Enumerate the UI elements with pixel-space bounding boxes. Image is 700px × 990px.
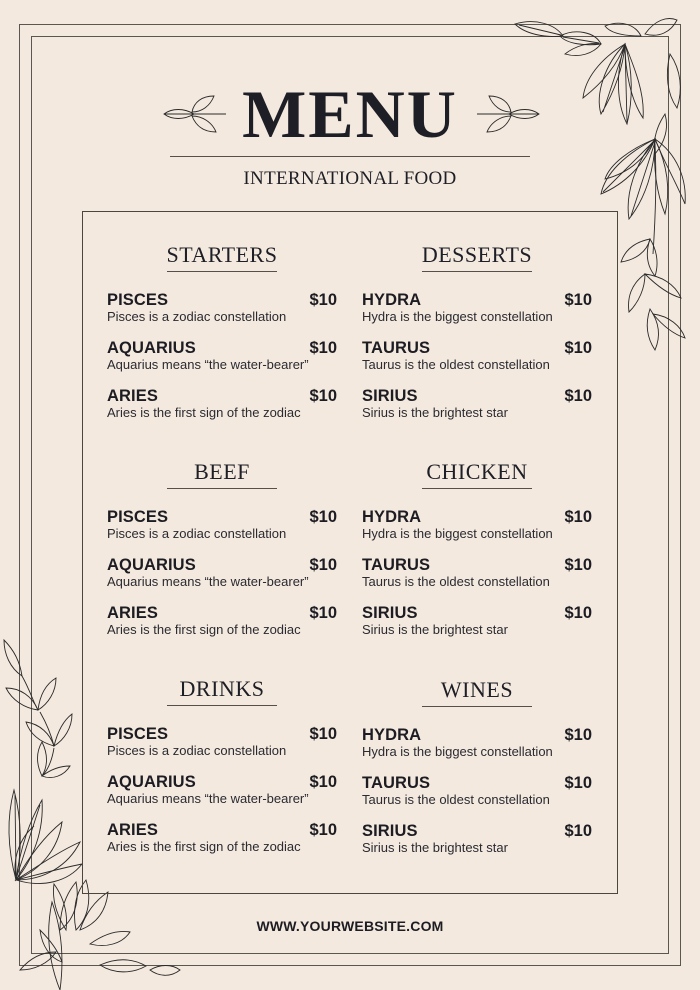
- item-description: Hydra is the biggest constellation: [362, 744, 553, 759]
- item-name: SIRIUS: [362, 604, 418, 622]
- section-divider: [422, 271, 532, 272]
- item-price: $10: [564, 556, 592, 574]
- menu-item: [362, 556, 592, 588]
- section-divider: [167, 705, 277, 706]
- item-description: Pisces is a zodiac constellation: [107, 526, 287, 541]
- menu-item: [107, 821, 337, 853]
- item-name: PISCES: [107, 291, 169, 309]
- item-name: PISCES: [107, 508, 169, 526]
- section-title: WINES: [440, 677, 514, 702]
- item-name: ARIES: [107, 604, 158, 622]
- item-name: TAURUS: [362, 556, 431, 574]
- item-price: $10: [309, 725, 337, 743]
- item-price: $10: [309, 821, 337, 839]
- item-name: SIRIUS: [362, 822, 418, 840]
- item-price: $10: [564, 604, 592, 622]
- item-name: AQUARIUS: [107, 556, 196, 574]
- item-description: Pisces is a zodiac constellation: [107, 309, 287, 324]
- menu-section-desserts: [362, 242, 592, 435]
- item-name: TAURUS: [362, 774, 431, 792]
- menu-item: [107, 556, 337, 588]
- item-price: $10: [309, 387, 337, 405]
- menu-item: [362, 339, 592, 371]
- menu-item: [362, 291, 592, 323]
- item-description: Aquarius means “the water-bearer”: [107, 791, 309, 806]
- item-price: $10: [564, 822, 592, 840]
- menu-section-chicken: [362, 459, 592, 652]
- website-link[interactable]: WWW.YOURWEBSITE.COM: [256, 918, 444, 934]
- item-description: Aquarius means “the water-bearer”: [107, 357, 309, 372]
- item-price: $10: [309, 291, 337, 309]
- item-price: $10: [564, 508, 592, 526]
- menu-item: [362, 822, 592, 854]
- item-description: Sirius is the brightest star: [362, 622, 508, 637]
- menu-item: [107, 773, 337, 805]
- item-description: Taurus is the oldest constellation: [362, 574, 550, 589]
- page-title: MENU: [242, 76, 458, 152]
- item-name: HYDRA: [362, 726, 422, 744]
- item-name: AQUARIUS: [107, 773, 196, 791]
- item-price: $10: [309, 508, 337, 526]
- item-description: Hydra is the biggest constellation: [362, 309, 553, 324]
- item-description: Aries is the first sign of the zodiac: [107, 622, 301, 637]
- page-subtitle: INTERNATIONAL FOOD: [243, 168, 457, 189]
- item-description: Sirius is the brightest star: [362, 840, 508, 855]
- item-name: TAURUS: [362, 339, 431, 357]
- section-title: STARTERS: [166, 242, 278, 267]
- item-price: $10: [564, 339, 592, 357]
- menu-section-starters: [107, 242, 337, 435]
- title-divider: [170, 156, 530, 157]
- item-name: AQUARIUS: [107, 339, 196, 357]
- menu-section-wines: [362, 677, 592, 870]
- item-name: HYDRA: [362, 291, 422, 309]
- menu-item: [362, 774, 592, 806]
- menu-item: [362, 508, 592, 540]
- item-price: $10: [564, 726, 592, 744]
- section-title: DRINKS: [179, 676, 265, 701]
- menu-item: [107, 604, 337, 636]
- section-title: CHICKEN: [426, 459, 528, 484]
- menu-item: [107, 725, 337, 757]
- item-name: ARIES: [107, 821, 158, 839]
- item-description: Hydra is the biggest constellation: [362, 526, 553, 541]
- section-divider: [167, 488, 277, 489]
- item-description: Sirius is the brightest star: [362, 405, 508, 420]
- item-description: Taurus is the oldest constellation: [362, 357, 550, 372]
- menu-item: [107, 508, 337, 540]
- item-name: PISCES: [107, 725, 169, 743]
- item-description: Aries is the first sign of the zodiac: [107, 405, 301, 420]
- item-name: HYDRA: [362, 508, 422, 526]
- item-price: $10: [309, 556, 337, 574]
- item-price: $10: [564, 774, 592, 792]
- section-title: BEEF: [194, 459, 250, 484]
- menu-section-drinks: [107, 676, 337, 869]
- item-price: $10: [309, 604, 337, 622]
- item-price: $10: [564, 387, 592, 405]
- item-description: Taurus is the oldest constellation: [362, 792, 550, 807]
- item-price: $10: [309, 773, 337, 791]
- menu-section-beef: [107, 459, 337, 652]
- item-description: Aries is the first sign of the zodiac: [107, 839, 301, 854]
- item-name: SIRIUS: [362, 387, 418, 405]
- section-divider: [422, 488, 532, 489]
- section-divider: [422, 706, 532, 707]
- section-divider: [167, 271, 277, 272]
- item-price: $10: [309, 339, 337, 357]
- item-price: $10: [564, 291, 592, 309]
- menu-item: [362, 726, 592, 758]
- menu-item: [107, 339, 337, 371]
- section-title: DESSERTS: [421, 242, 533, 267]
- menu-item: [362, 387, 592, 419]
- menu-item: [107, 387, 337, 419]
- item-description: Pisces is a zodiac constellation: [107, 743, 287, 758]
- item-description: Aquarius means “the water-bearer”: [107, 574, 309, 589]
- menu-item: [107, 291, 337, 323]
- item-name: ARIES: [107, 387, 158, 405]
- menu-item: [362, 604, 592, 636]
